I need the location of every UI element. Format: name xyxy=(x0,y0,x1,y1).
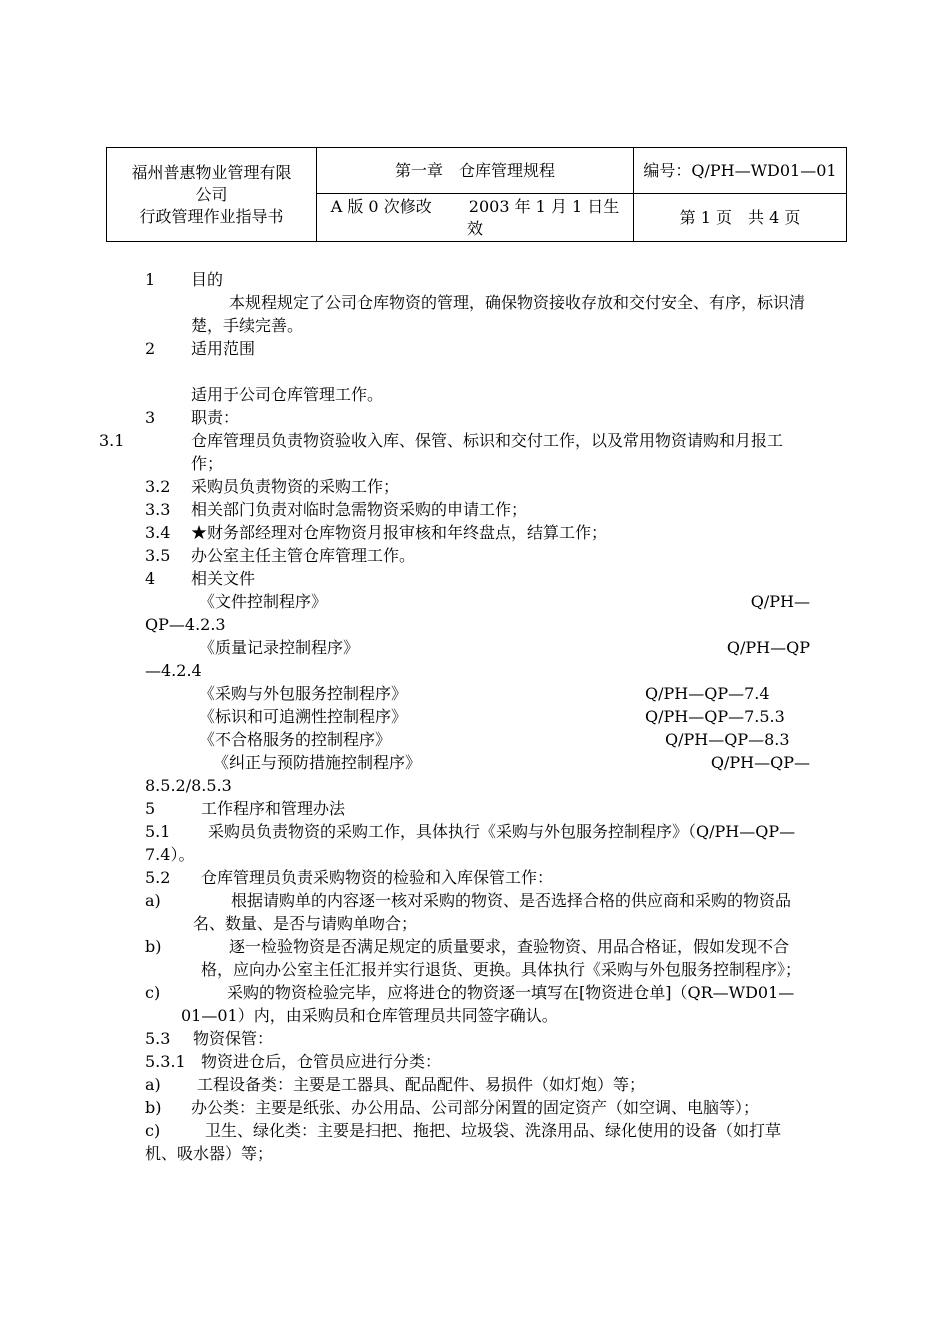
document-code: 编号：Q/PH—WD01—01 xyxy=(634,148,847,194)
list-item: 3.3 相关部门负责对临时急需物资采购的申请工作； xyxy=(145,500,528,519)
company-name-line1: 福州普惠物业管理有限 xyxy=(131,162,292,182)
list-item: 3.4 ★财务部经理对仓库物资月报审核和年终盘点，结算工作； xyxy=(145,523,608,542)
list-item: a) 工程设备类：主要是工器具、配品配件、易损件（如灯炮）等； xyxy=(145,1075,646,1094)
list-item: c) 卫生、绿化类：主要是扫把、拖把、垃圾袋、洗涤用品、绿化使用的设备（如打草机、吸水器）等； xyxy=(145,1121,782,1163)
list-item: 5.1 采购员负责物资的采购工作，具体执行《采购与外包服务控制程序》（Q/PH—QP—7.4）。 xyxy=(145,822,796,864)
version-info: A 版 0 次修改 2003 年 1 月 1 日生效 xyxy=(317,194,634,242)
reference-item: 《标识和可追溯性控制程序》 Q/PH—QP—7.5.3 xyxy=(199,707,785,726)
section-heading: 4 相关文件 xyxy=(145,569,256,588)
section-heading: 2 适用范围 xyxy=(145,339,256,358)
list-item: b) 办公类：主要是纸张、办公用品、公司部分闲置的固定资产（如空调、电脑等）； xyxy=(145,1098,760,1117)
page-info: 第 1 页 共 4 页 xyxy=(634,194,847,242)
list-item: 3.2 采购员负责物资的采购工作； xyxy=(145,477,400,496)
list-item: 5.3.1 物资进仓后，仓管员应进行分类： xyxy=(145,1052,442,1071)
list-item: b) 逐一检验物资是否满足规定的质量要求，查验物资、用品合格证，假如发现不合格，应向办公室主任汇报并实行退货、更换。具体执行《采购与外包服务控制程序》； xyxy=(145,937,802,979)
reference-code-cont: QP—4.2.3 xyxy=(145,615,226,634)
list-item: 5.2 仓库管理员负责采购物资的检验和入库保管工作： xyxy=(145,868,554,887)
section-text: 适用于公司仓库管理工作。 xyxy=(191,385,384,404)
reference-code-cont: 8.5.2/8.5.3 xyxy=(145,776,232,795)
section-text: 本规程规定了公司仓库物资的管理，确保物资接收存放和交付安全、有序，标识清楚，手续完善。 xyxy=(191,293,806,335)
reference-item: 《采购与外包服务控制程序》 Q/PH—QP—7.4 xyxy=(199,684,770,703)
reference-item: 《纠正与预防措施控制程序》 Q/PH—QP— xyxy=(213,753,810,772)
document-body xyxy=(99,268,810,1165)
section-heading: 1 目的 xyxy=(145,270,224,289)
reference-item: 《质量记录控制程序》 Q/PH—QP xyxy=(199,638,810,657)
reference-item: 《不合格服务的控制程序》 Q/PH—QP—8.3 xyxy=(199,730,790,749)
reference-code-cont: —4.2.4 xyxy=(145,661,202,680)
reference-item: 《文件控制程序》 Q/PH— xyxy=(199,592,810,611)
chapter-title: 第一章 仓库管理规程 xyxy=(317,148,634,194)
document-header-table xyxy=(106,147,847,242)
company-name-line2: 公司 xyxy=(195,184,228,204)
document-type: 行政管理作业指导书 xyxy=(139,206,284,226)
list-item: a) 根据请购单的内容逐一核对采购的物资、是否选择合格的供应商和采购的物资品名、数量、是否与请购单吻合； xyxy=(145,891,792,933)
list-item: 3.5 办公室主任主管仓库管理工作。 xyxy=(145,546,416,565)
list-item: 3.1 仓库管理员负责物资验收入库、保管、标识和交付工作，以及常用物资请购和月报工作； xyxy=(99,431,784,473)
company-cell xyxy=(107,148,317,242)
section-heading: 5 工作程序和管理办法 xyxy=(145,799,346,818)
section-heading: 3 职责： xyxy=(145,408,240,427)
list-item: c) 采购的物资检验完毕，应将进仓的物资逐一填写在[物资进仓单]（QR—WD01—01—01）内，由采购员和仓库管理员共同签字确认。 xyxy=(145,983,795,1025)
list-item: 5.3 物资保管： xyxy=(145,1029,274,1048)
